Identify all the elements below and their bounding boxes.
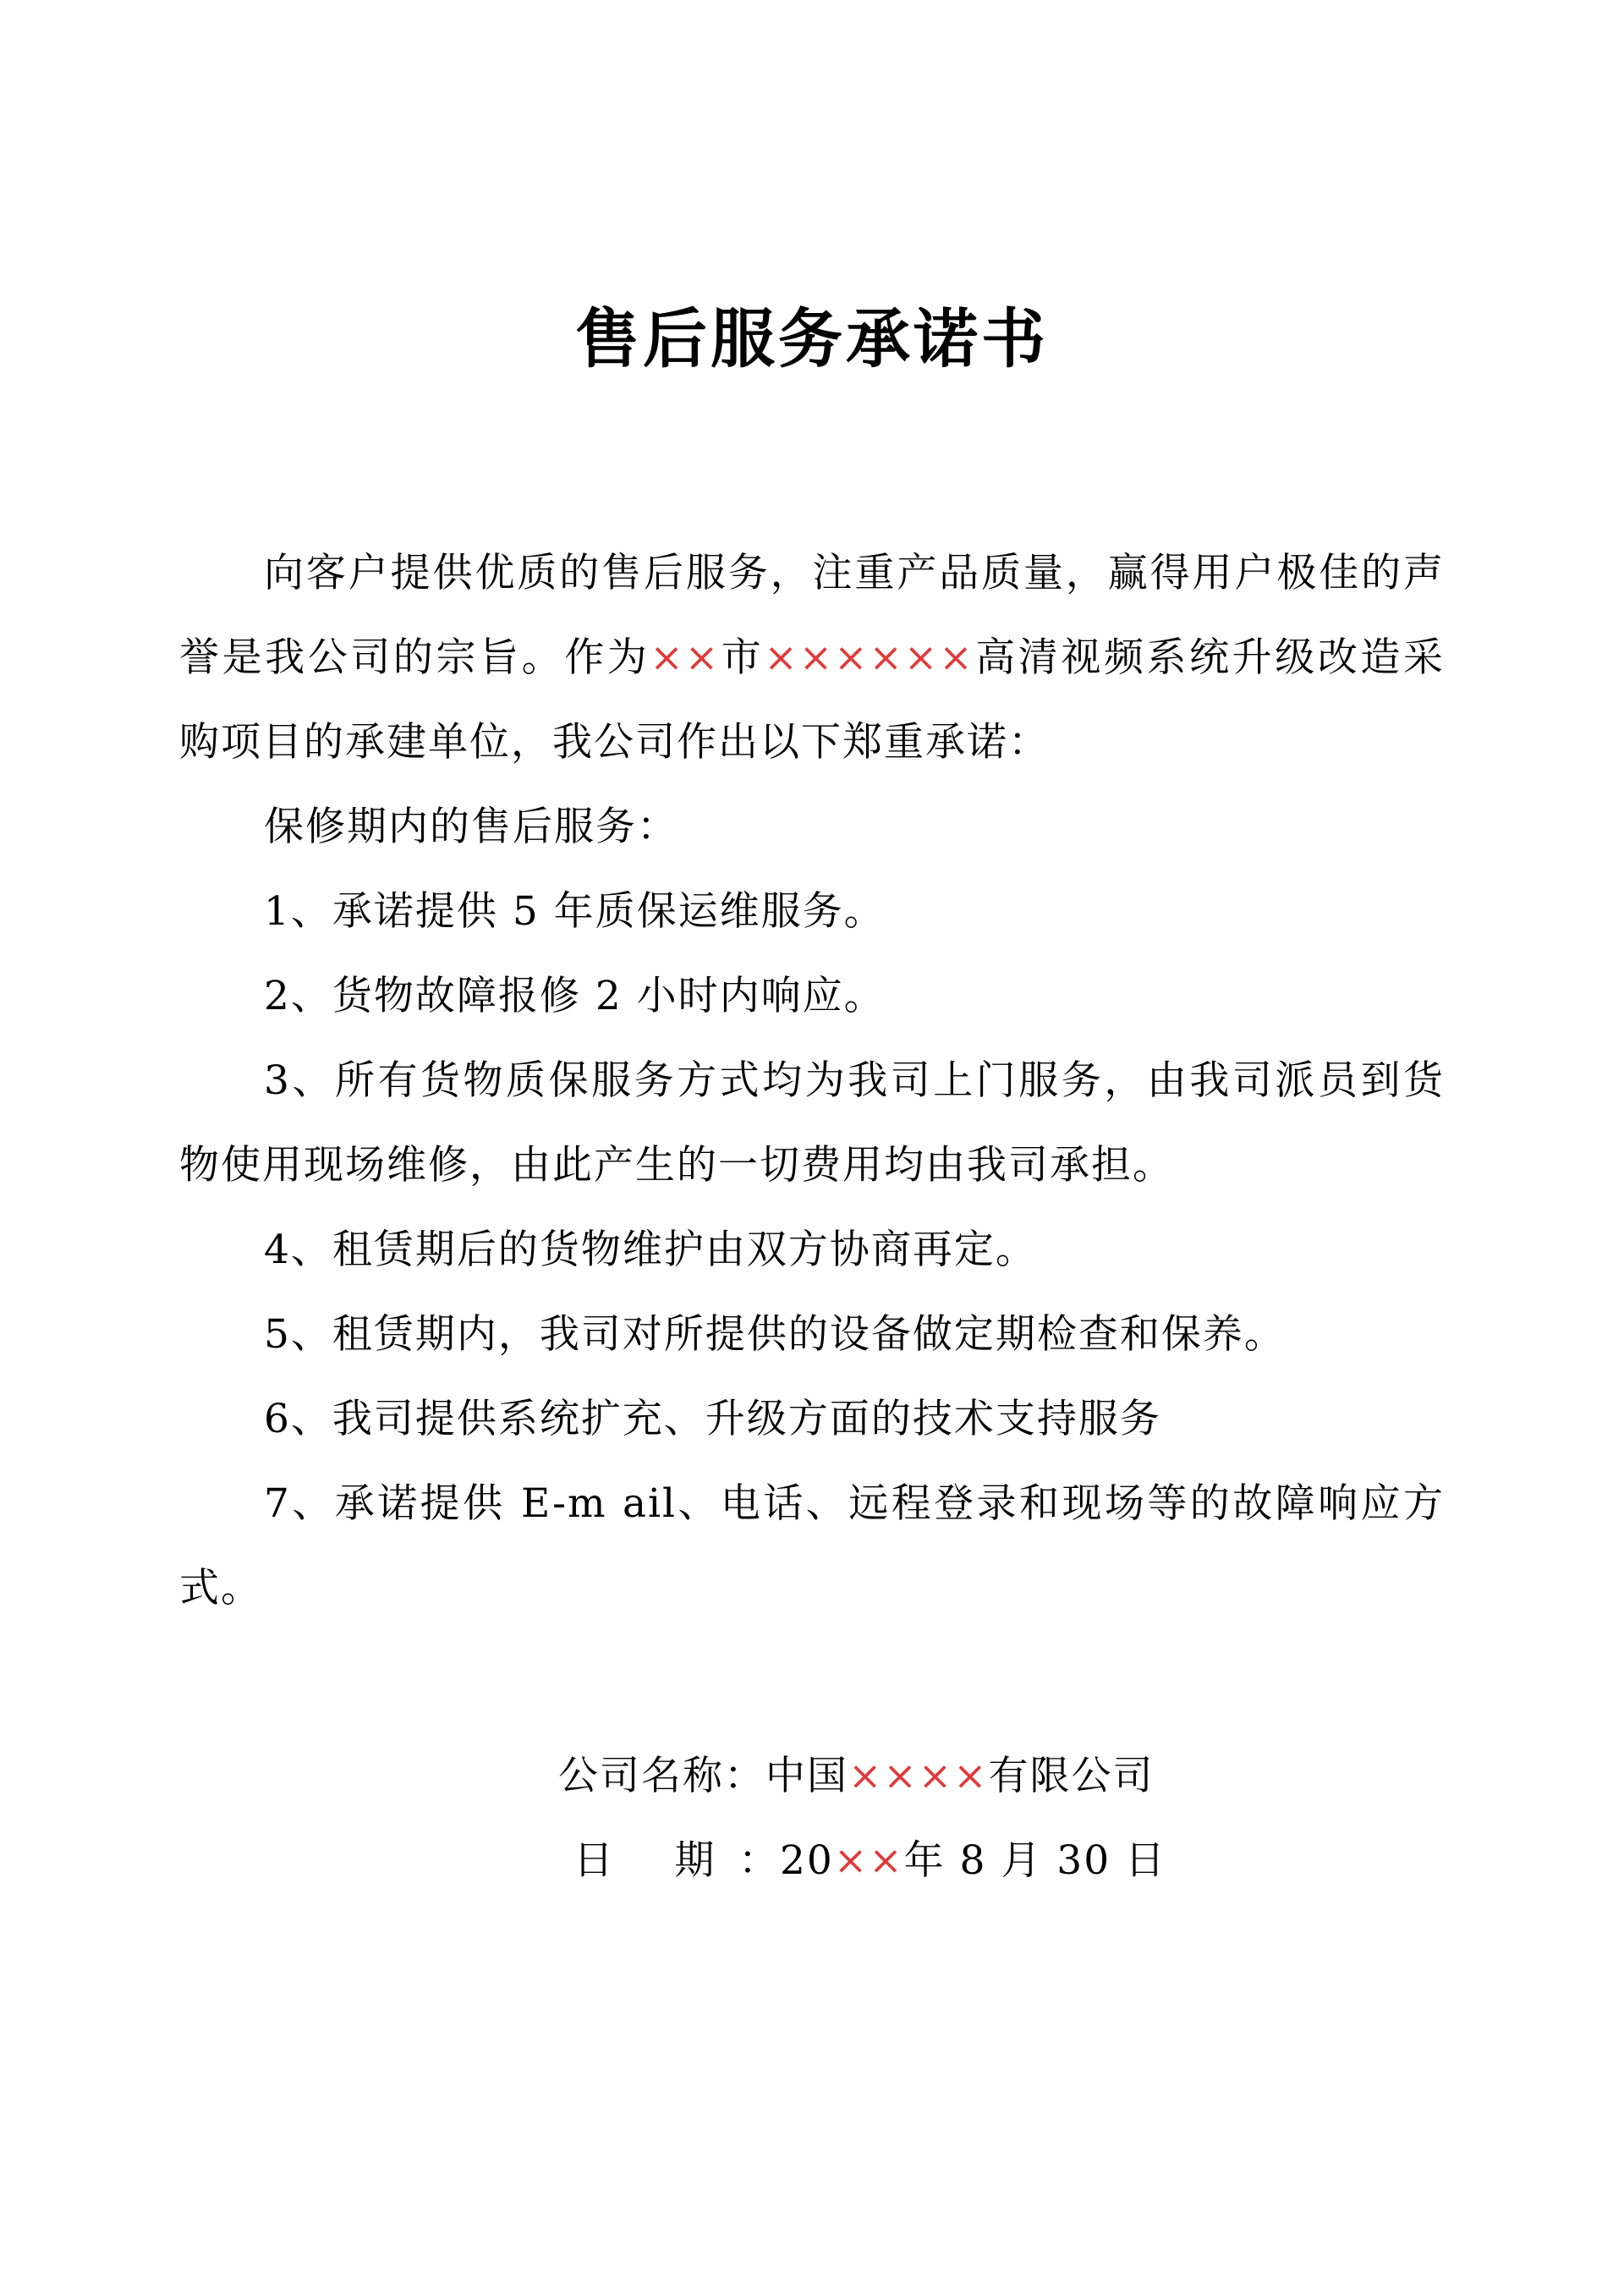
date-rest: 年 8 月 30 日 bbox=[903, 1837, 1167, 1884]
document-title: 售后服务承诺书 bbox=[575, 301, 1049, 376]
commitment-item-5: 5、租赁期内，我司对所提供的设备做定期检查和保养。 bbox=[264, 1311, 1286, 1358]
signature-block bbox=[558, 1734, 1404, 1903]
section-heading: 保修期内的售后服务： bbox=[264, 804, 678, 850]
redacted-name: ×××××× bbox=[764, 634, 974, 681]
intro-paragraph bbox=[179, 531, 1445, 785]
company-suffix: 有限公司 bbox=[988, 1753, 1155, 1799]
commitment-item-2: 2、货物故障报修 2 小时内响应。 bbox=[264, 973, 886, 1019]
date-label bbox=[558, 1819, 780, 1903]
date-year-prefix: 20 bbox=[780, 1837, 834, 1884]
date-year-redacted: ×× bbox=[833, 1837, 904, 1884]
intro-text-2: 高清视频系统升级改造采购项目的承建单位，我公司作出以下郑重承诺： bbox=[179, 634, 1446, 766]
commitment-item-3: 3、所有货物质保服务方式均为我司上门服务，由我司派员到货物使用现场维修，由此产生的一切费用均由我司承担。 bbox=[179, 1057, 1445, 1189]
company-name-line bbox=[558, 1734, 1404, 1819]
commitment-item-6: 6、我司提供系统扩充、升级方面的技术支持服务 bbox=[264, 1396, 1161, 1442]
company-prefix: 中国 bbox=[765, 1753, 848, 1799]
redacted-city: ×× bbox=[650, 634, 721, 681]
commitment-item-1: 1、承诺提供 5 年质保运维服务。 bbox=[264, 888, 886, 935]
date-line bbox=[558, 1819, 1404, 1903]
document-body bbox=[179, 531, 1445, 1631]
date-label-b: 期： bbox=[674, 1837, 780, 1884]
commitment-item-7: 7、承诺提供 E-m ail、电话、远程登录和现场等的故障响应方式。 bbox=[179, 1480, 1445, 1611]
city-suffix: 市 bbox=[720, 634, 765, 681]
date-label-a: 日 bbox=[573, 1837, 638, 1884]
commitment-item-4: 4、租赁期后的货物维护由双方协商再定。 bbox=[264, 1227, 1037, 1273]
company-redacted: ×××× bbox=[848, 1753, 989, 1799]
company-name-label: 公司名称： bbox=[558, 1753, 765, 1799]
intro-text-1: 向客户提供优质的售后服务，注重产品质量，赢得用户极佳的声誉是我公司的宗旨。作为 bbox=[179, 550, 1445, 681]
